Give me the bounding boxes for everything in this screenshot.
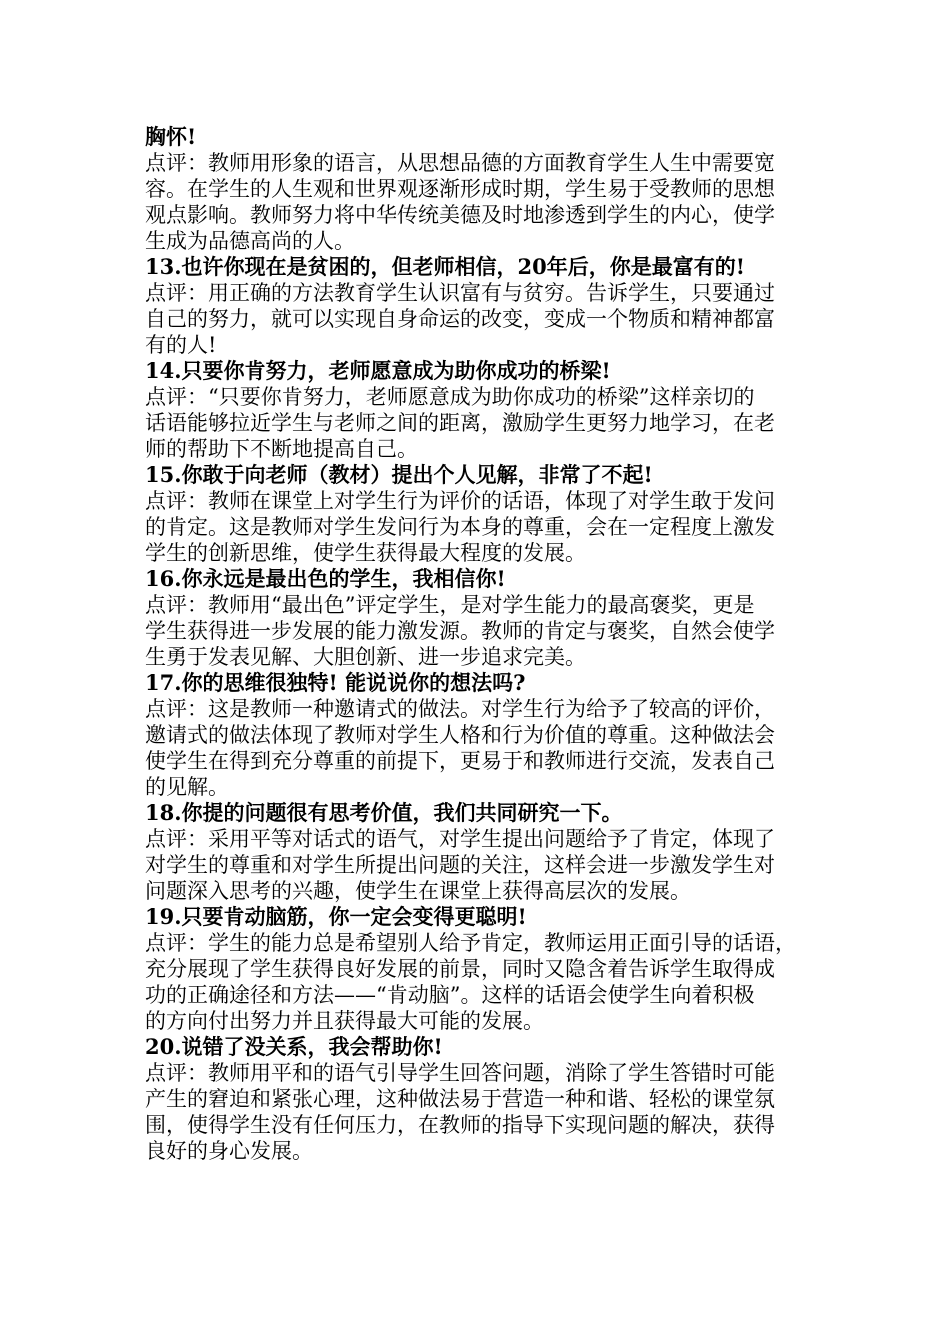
item-heading: 17.你的思维很独特! 能说说你的想法吗?: [145, 670, 526, 695]
comment-line: 学生获得进一步发展的能力激发源。教师的肯定与褒奖，自然会使学: [145, 619, 775, 643]
comment-line: 点评：用正确的方法教育学生认识富有与贫穷。告诉学生，只要通过: [145, 281, 775, 305]
comment-line: 生勇于发表见解、大胆创新、进一步追求完美。: [145, 645, 586, 669]
item-heading: 胸怀!: [145, 124, 197, 149]
comment-line: 良好的身心发展。: [145, 1139, 313, 1163]
comment-line: 学生的创新思维，使学生获得最大程度的发展。: [145, 541, 586, 565]
item-heading: 15.你敢于向老师（教材）提出个人见解，非常了不起!: [145, 462, 653, 487]
comment-line: 功的正确途径和方法——“肯动脑”。这样的话语会使学生向着积极: [145, 983, 755, 1007]
comment-line: 对学生的尊重和对学生所提出问题的关注，这样会进一步激发学生对: [145, 853, 775, 877]
comment-line: 生成为品德高尚的人。: [145, 229, 355, 253]
document-page: [145, 124, 825, 1164]
comment-line: 产生的窘迫和紧张心理，这种做法易于营造一种和谐、轻松的课堂氛: [145, 1087, 775, 1111]
comment-block: [145, 670, 825, 800]
comment-block: [145, 358, 825, 462]
item-heading: 19.只要肯动脑筋，你一定会变得更聪明!: [145, 904, 527, 929]
comment-line: 围，使得学生没有任何压力，在教师的指导下实现问题的解决，获得: [145, 1113, 775, 1137]
comment-line: 点评：教师用形象的语言，从思想品德的方面教育学生人生中需要宽: [145, 151, 775, 175]
comment-line: 容。在学生的人生观和世界观逐渐形成时期，学生易于受教师的思想: [145, 177, 775, 201]
comment-line: 问题深入思考的兴趣，使学生在课堂上获得高层次的发展。: [145, 879, 691, 903]
item-heading: 13.也许你现在是贫困的，但老师相信，20年后，你是最富有的!: [145, 254, 745, 279]
comment-block: [145, 800, 825, 904]
comment-block: [145, 566, 825, 670]
comment-line: 自己的努力，就可以实现自身命运的改变，变成一个物质和精神都富: [145, 307, 775, 331]
comment-block: [145, 1034, 825, 1164]
comment-line: 话语能够拉近学生与老师之间的距离，激励学生更努力地学习，在老: [145, 411, 775, 435]
comment-line: 的方向付出努力并且获得最大可能的发展。: [145, 1009, 544, 1033]
comment-block: [145, 254, 825, 358]
comment-line: 点评：学生的能力总是希望别人给予肯定，教师运用正面引导的话语，: [145, 931, 796, 955]
comment-line: 点评：教师用平和的语气引导学生回答问题，消除了学生答错时可能: [145, 1061, 775, 1085]
item-heading: 20.说错了没关系，我会帮助你!: [145, 1034, 443, 1059]
comment-block: [145, 124, 825, 254]
comment-block: [145, 462, 825, 566]
comment-line: 点评：教师在课堂上对学生行为评价的话语，体现了对学生敢于发问: [145, 489, 775, 513]
comment-line: 点评：这是教师一种邀请式的做法。对学生行为给予了较高的评价，: [145, 697, 775, 721]
comment-line: 有的人!: [145, 333, 217, 357]
comment-line: 观点影响。教师努力将中华传统美德及时地渗透到学生的内心，使学: [145, 203, 775, 227]
comment-line: 点评：教师用“最出色”评定学生，是对学生能力的最高褒奖，更是: [145, 593, 755, 617]
comment-line: 使学生在得到充分尊重的前提下，更易于和教师进行交流，发表自己: [145, 749, 775, 773]
item-heading: 16.你永远是最出色的学生，我相信你!: [145, 566, 506, 591]
comment-line: 的见解。: [145, 775, 229, 799]
comment-line: 充分展现了学生获得良好发展的前景，同时又隐含着告诉学生取得成: [145, 957, 775, 981]
item-heading: 14.只要你肯努力，老师愿意成为助你成功的桥梁!: [145, 358, 611, 383]
comment-line: 的肯定。这是教师对学生发问行为本身的尊重，会在一定程度上激发: [145, 515, 775, 539]
comment-line: 邀请式的做法体现了教师对学生人格和行为价值的尊重。这种做法会: [145, 723, 775, 747]
comment-block: [145, 904, 825, 1034]
item-heading: 18.你提的问题很有思考价值，我们共同研究一下。: [145, 800, 623, 825]
comment-line: 师的帮助下不断地提高自己。: [145, 437, 418, 461]
comment-line: 点评：采用平等对话式的语气，对学生提出问题给予了肯定，体现了: [145, 827, 775, 851]
comment-line: 点评：“只要你肯努力，老师愿意成为助你成功的桥梁”这样亲切的: [145, 385, 755, 409]
